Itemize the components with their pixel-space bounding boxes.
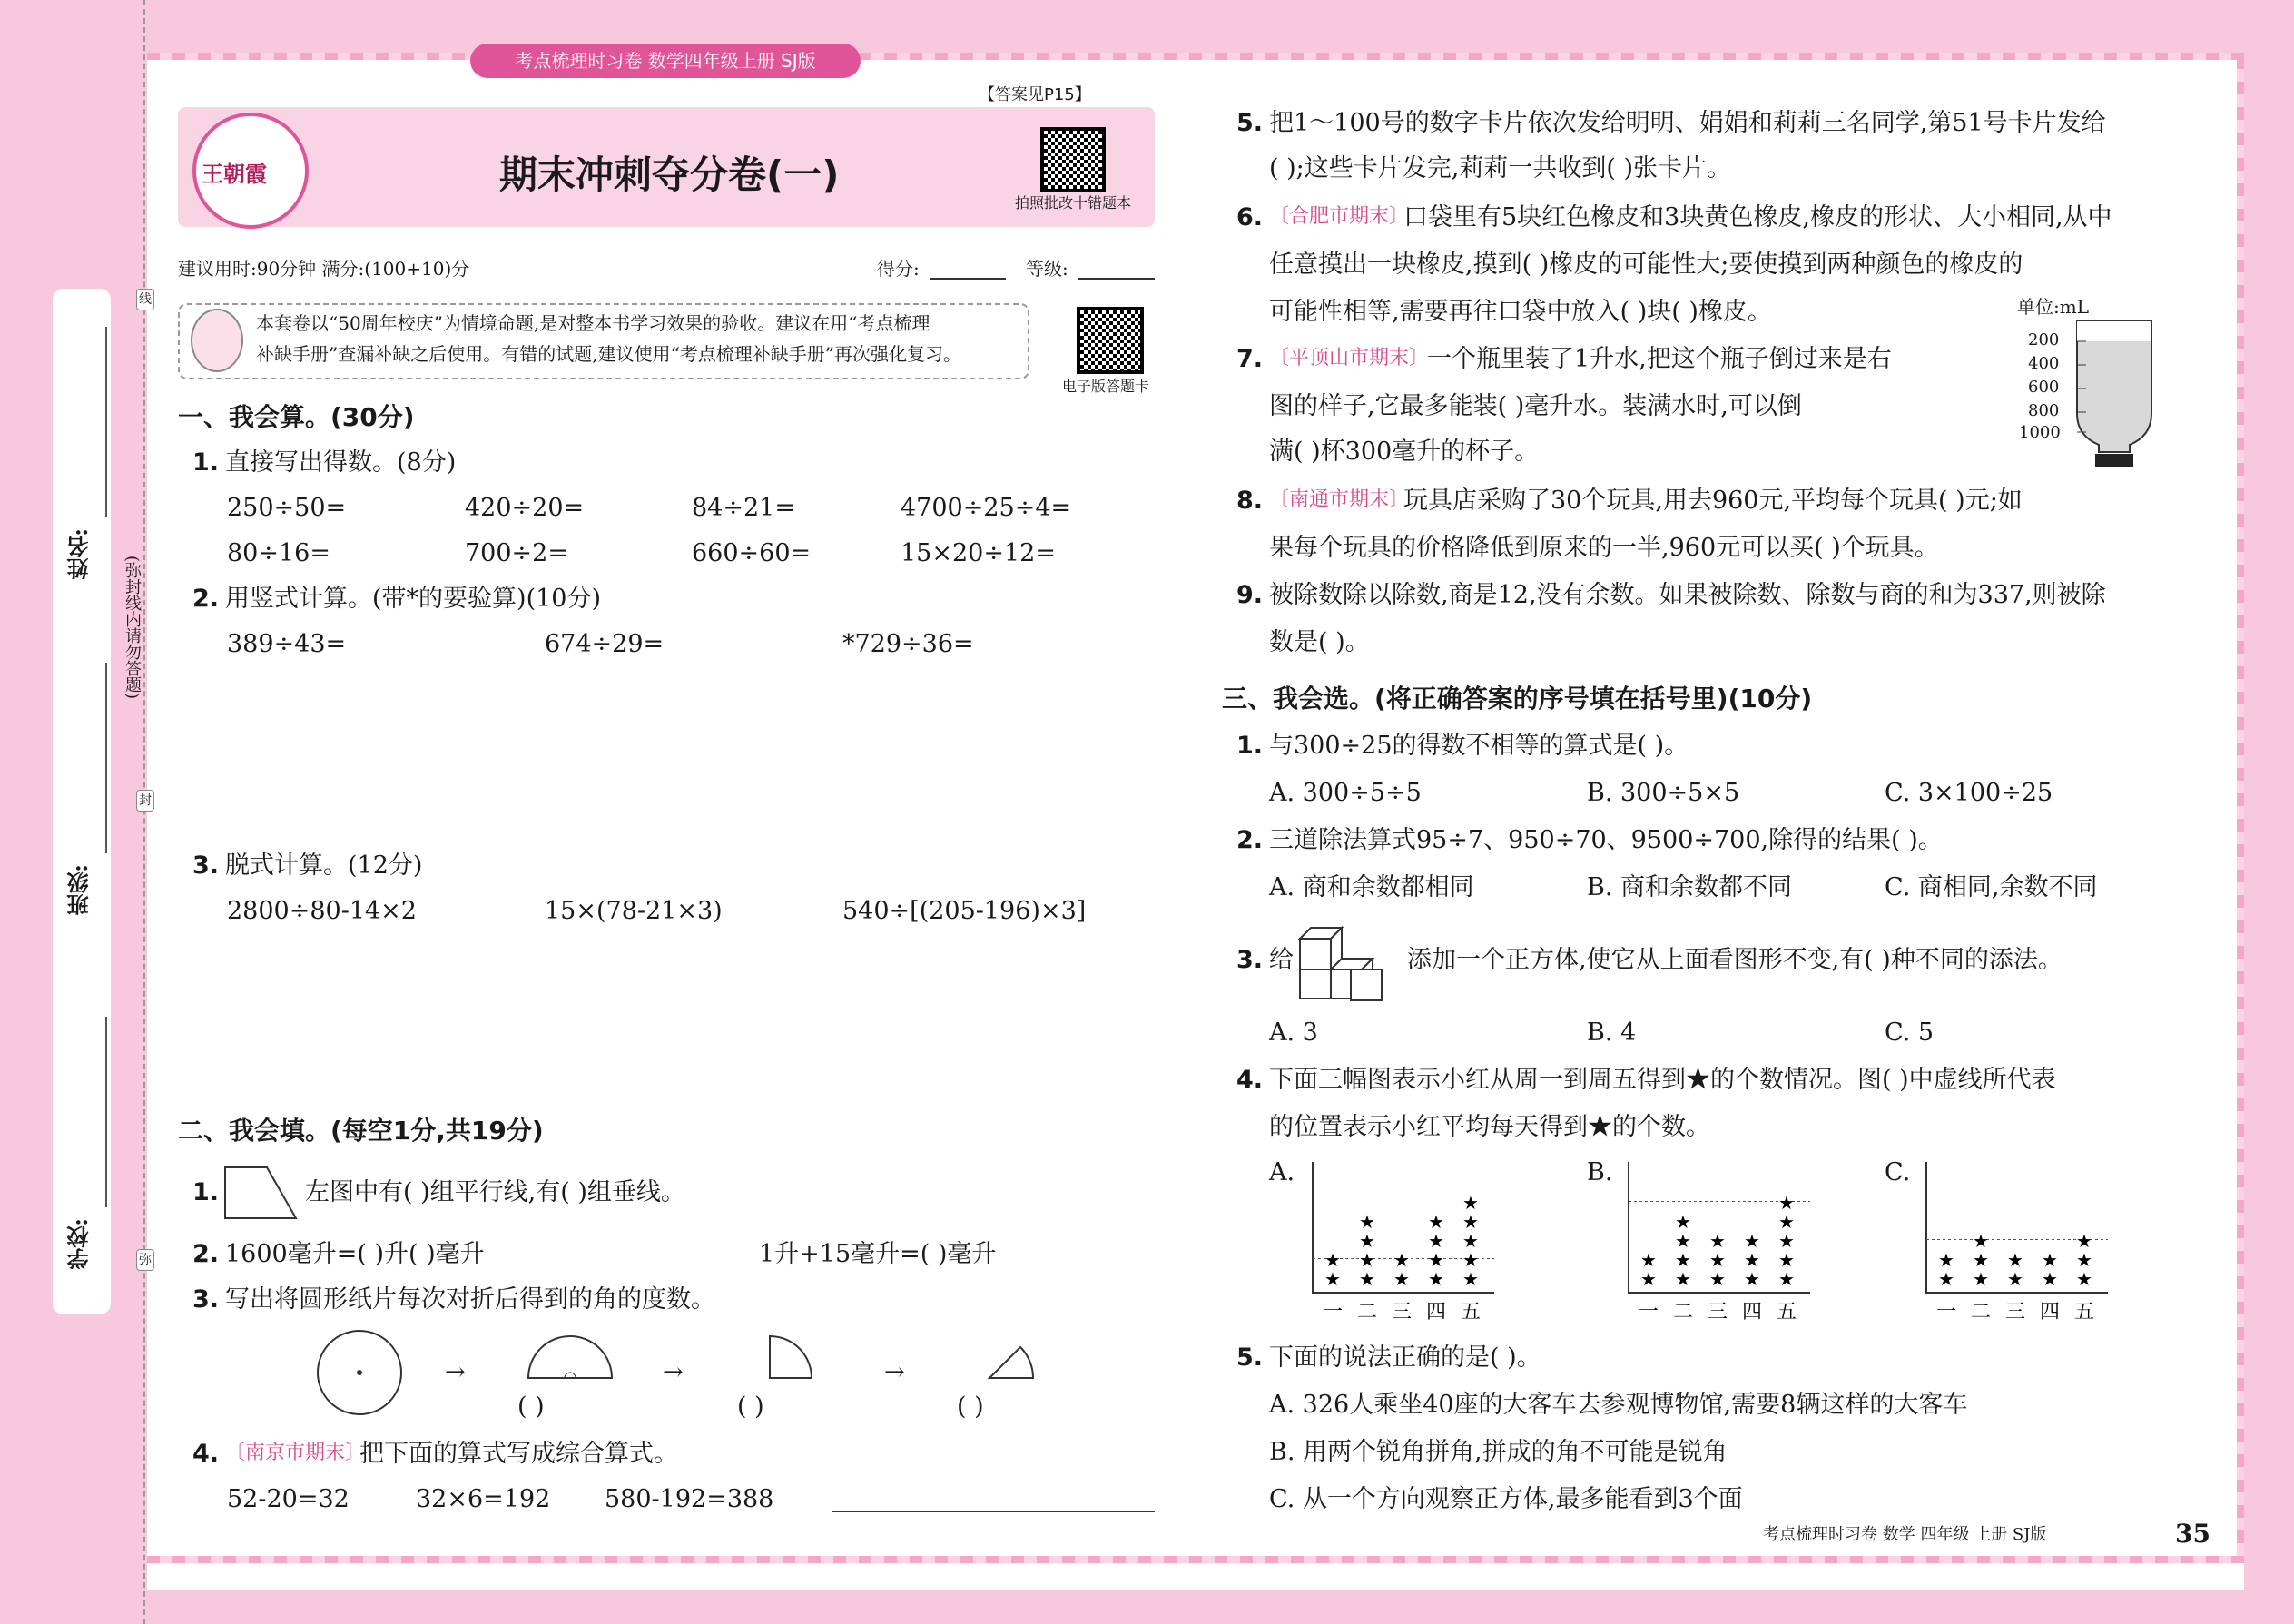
sec3-q3-pre: 给 — [1269, 946, 1294, 974]
star-mark: ★ — [1428, 1268, 1444, 1290]
page-number: 35 — [2175, 1519, 2210, 1549]
bottle-tick: 1000 — [2019, 423, 2061, 442]
option[interactable]: C. 商相同,余数不同 — [1885, 873, 2098, 901]
q-num: 5. — [1236, 109, 1264, 137]
star-mark: ★ — [1393, 1249, 1410, 1271]
arrow: → — [663, 1358, 684, 1386]
star-mark: ★ — [1709, 1230, 1726, 1252]
star-mark: ★ — [1324, 1249, 1341, 1271]
q-num: 3. — [1236, 946, 1264, 974]
q-num: 2. — [192, 1240, 220, 1268]
day-tick-label: 一 — [1322, 1301, 1344, 1324]
sec1-title: 一、我会算。(30分) — [178, 402, 415, 432]
q-num: 2. — [192, 585, 220, 613]
sec1-q3-text: 脱式计算。(12分) — [225, 851, 423, 880]
intro-note-line2: 补缺手册”查漏补缺之后使用。有错的试题,建议使用“考点梳理补缺手册”再次强化复习。 — [256, 343, 962, 365]
q-num: 6. — [1236, 203, 1264, 231]
bottle-tick: 400 — [2028, 354, 2060, 373]
q-num: 7. — [1236, 345, 1264, 373]
sec2-q9-l1: 被除数除以除数,商是12,没有余数。如果被除数、除数与商的和为337,则被除 — [1269, 581, 2106, 609]
sec2-title: 二、我会填。(每空1分,共19分) — [178, 1116, 544, 1146]
sec2-q7-l1: 一个瓶里装了1升水,把这个瓶子倒过来是右 — [1427, 345, 1892, 373]
calc-item: 15×(78-21×3) — [545, 897, 723, 925]
q-num: 4. — [1236, 1066, 1264, 1094]
calc-item: 2800÷80-14×2 — [227, 897, 417, 925]
sec2-q5-l1: 把1～100号的数字卡片依次发给明明、娟娟和莉莉三名同学,第51号卡片发给 — [1269, 109, 2106, 137]
sec2-q2-b: 1升+15毫升=( )毫升 — [759, 1240, 997, 1268]
day-tick-label: 三 — [1391, 1301, 1413, 1324]
star-mark: ★ — [1778, 1192, 1795, 1214]
day-tick-label: 三 — [1707, 1301, 1728, 1324]
no-answer-warning: (弥封线内请勿答题) — [123, 556, 142, 700]
qr2-caption: 电子版答题卡 — [1062, 378, 1150, 395]
arrow: → — [445, 1358, 466, 1386]
star-mark: ★ — [1973, 1268, 1989, 1290]
star-mark: ★ — [1778, 1211, 1795, 1233]
sec3-title: 三、我会选。(将正确答案的序号填在括号里)(10分) — [1222, 684, 1813, 714]
star-mark: ★ — [1393, 1268, 1410, 1290]
calc-item: 580-192=388 — [605, 1485, 774, 1513]
day-tick-label: 四 — [1425, 1301, 1447, 1324]
sec1-q1-text: 直接写出得数。(8分) — [225, 448, 457, 477]
chart-label: B. — [1587, 1158, 1613, 1186]
grade-label: 等级: — [1026, 258, 1068, 280]
star-mark: ★ — [1428, 1211, 1444, 1233]
star-mark: ★ — [1324, 1268, 1341, 1290]
calc-item: 674÷29= — [545, 630, 665, 658]
star-mark: ★ — [1973, 1230, 1989, 1252]
star-mark: ★ — [1938, 1268, 1954, 1290]
sec2-q6-l2: 任意摸出一块橡皮,摸到( )橡皮的可能性大;要使摸到两种颜色的橡皮的 — [1269, 251, 2023, 279]
option[interactable]: A. 3 — [1269, 1019, 1318, 1047]
qr-caption: 拍照批改十错题本 — [1015, 194, 1132, 212]
star-mark: ★ — [1428, 1230, 1444, 1252]
day-tick-label: 四 — [2039, 1301, 2061, 1324]
star-mark: ★ — [1778, 1249, 1795, 1271]
star-mark: ★ — [2076, 1268, 2092, 1290]
star-mark: ★ — [1428, 1249, 1444, 1271]
star-mark: ★ — [1359, 1230, 1375, 1252]
calc-item: 52-20=32 — [227, 1485, 350, 1513]
calc-item: 540÷[(205-196)×3] — [842, 897, 1087, 925]
star-mark: ★ — [1675, 1268, 1691, 1290]
answer-ref: 【答案见P15】 — [979, 85, 1091, 104]
calc-item: 700÷2= — [465, 539, 568, 567]
calc-item: 389÷43= — [227, 630, 347, 658]
star-mark: ★ — [1462, 1249, 1479, 1271]
sec3-q2-text: 三道除法算式95÷7、950÷70、9500÷700,除得的结果( )。 — [1269, 826, 1943, 854]
calc-item: 80÷16= — [227, 539, 330, 567]
sec3-q4-l1: 下面三幅图表示小红从周一到周五得到★的个数情况。图( )中虚线所代表 — [1269, 1066, 2056, 1094]
star-mark: ★ — [1359, 1268, 1375, 1290]
day-tick-label: 一 — [1935, 1301, 1957, 1324]
source-tag: 〔平顶山市期末〕 — [1269, 347, 1430, 369]
sec3-q1-text: 与300÷25的得数不相等的算式是( )。 — [1269, 732, 1689, 760]
star-mark: ★ — [1462, 1268, 1479, 1290]
chart-label: A. — [1269, 1158, 1295, 1186]
chart-label: C. — [1885, 1158, 1911, 1186]
star-mark: ★ — [1709, 1249, 1726, 1271]
day-tick-label: 四 — [1741, 1301, 1763, 1324]
q-num: 1. — [1236, 732, 1264, 760]
star-mark: ★ — [1462, 1230, 1479, 1252]
sec2-q1-text: 左图中有( )组平行线,有( )组垂线。 — [305, 1178, 685, 1206]
bottle-unit: 单位:mL — [2017, 296, 2089, 318]
name-label: 姓名: — [66, 528, 93, 580]
star-mark: ★ — [2007, 1249, 2023, 1271]
day-tick-label: 五 — [1776, 1301, 1797, 1324]
logo-text: 王朝霞 — [202, 161, 267, 187]
bottle-tick: 800 — [2028, 401, 2060, 420]
score-label: 得分: — [877, 258, 920, 280]
day-tick-label: 三 — [2004, 1301, 2026, 1324]
sec3-q5-text: 下面的说法正确的是( )。 — [1269, 1343, 1541, 1372]
angle-blank[interactable]: ( ) — [957, 1393, 984, 1421]
page-title: 期末冲刺夺分卷(一) — [499, 153, 840, 197]
sec2-q2-a: 1600毫升=( )升( )毫升 — [225, 1240, 485, 1268]
option[interactable]: A. 300÷5÷5 — [1269, 779, 1422, 807]
calc-item: 15×20÷12= — [901, 539, 1056, 567]
angle-blank[interactable]: ( ) — [737, 1393, 764, 1421]
day-tick-label: 二 — [1356, 1301, 1378, 1324]
class-label: 班级: — [66, 864, 93, 916]
bottle-tick: 200 — [2028, 330, 2060, 349]
option[interactable]: A. 326人乘坐40座的大客车去参观博物馆,需要8辆这样的大客车 — [1269, 1391, 1968, 1419]
calc-item: 84÷21= — [692, 494, 795, 522]
star-mark: ★ — [1359, 1249, 1375, 1271]
q-num: 1. — [192, 448, 220, 477]
star-mark: ★ — [1744, 1268, 1760, 1290]
q-num: 3. — [192, 1285, 220, 1314]
star-mark: ★ — [1675, 1249, 1691, 1271]
q-num: 3. — [192, 851, 220, 880]
q-num: 1. — [192, 1178, 220, 1206]
star-mark: ★ — [1359, 1211, 1375, 1233]
calc-item: 32×6=192 — [416, 1485, 551, 1513]
star-mark: ★ — [1640, 1249, 1657, 1271]
option[interactable]: B. 商和余数都不同 — [1587, 873, 1793, 901]
star-mark: ★ — [2076, 1249, 2092, 1271]
q-num: 4. — [192, 1440, 220, 1468]
sec2-q7-l3: 满( )杯300毫升的杯子。 — [1269, 438, 1540, 466]
star-mark: ★ — [1462, 1211, 1479, 1233]
star-mark: ★ — [1938, 1249, 1954, 1271]
day-tick-label: 五 — [1460, 1301, 1482, 1324]
sec2-q6-l1: 口袋里有5块红色橡皮和3块黄色橡皮,橡皮的形状、大小相同,从中 — [1403, 203, 2112, 231]
star-mark: ★ — [1973, 1249, 1989, 1271]
source-tag: 〔南京市期末〕 — [225, 1442, 366, 1464]
school-label: 学校: — [66, 1218, 93, 1270]
star-mark: ★ — [1675, 1211, 1691, 1233]
sec2-q4-text: 把下面的算式写成综合算式。 — [359, 1440, 678, 1468]
angle-blank[interactable]: ( ) — [517, 1393, 545, 1421]
day-tick-label: 二 — [1672, 1301, 1694, 1324]
option[interactable]: B. 300÷5×5 — [1587, 779, 1740, 807]
star-mark: ★ — [1675, 1230, 1691, 1252]
option[interactable]: C. 3×100÷25 — [1885, 779, 2053, 807]
tag-seal: 封 — [136, 790, 154, 812]
q-num: 8. — [1236, 487, 1264, 515]
star-mark: ★ — [1709, 1268, 1726, 1290]
star-mark: ★ — [1778, 1230, 1795, 1252]
tag-line: 线 — [136, 289, 154, 310]
sec2-q8-l2: 果每个玩具的价格降低到原来的一半,960元可以买( )个玩具。 — [1269, 534, 1939, 562]
source-tag: 〔南通市期末〕 — [1269, 488, 1410, 511]
arrow: → — [884, 1358, 905, 1386]
star-mark: ★ — [1462, 1192, 1479, 1214]
day-tick-label: 二 — [1970, 1301, 1992, 1324]
star-mark: ★ — [1744, 1230, 1760, 1252]
star-mark: ★ — [1640, 1268, 1657, 1290]
calc-item: 4700÷25÷4= — [901, 494, 1072, 522]
option[interactable]: C. 从一个方向观察正方体,最多能看到3个面 — [1269, 1485, 1743, 1513]
sec3-q4-l2: 的位置表示小红平均每天得到★的个数。 — [1269, 1113, 1710, 1141]
calc-item: 250÷50= — [227, 494, 347, 522]
sec3-q3-text: 添加一个正方体,使它从上面看图形不变,有( )种不同的添法。 — [1407, 946, 2063, 974]
sec2-q8-l1: 玩具店采购了30个玩具,用去960元,平均每个玩具( )元;如 — [1403, 487, 2023, 515]
calc-item: *729÷36= — [842, 630, 974, 658]
sec2-q5-l2: ( );这些卡片发完,莉莉一共收到( )张卡片。 — [1269, 154, 1731, 182]
day-tick-label: 一 — [1638, 1301, 1659, 1324]
star-mark: ★ — [2007, 1268, 2023, 1290]
calc-item: 660÷60= — [692, 539, 812, 567]
time-score: 建议用时:90分钟 满分:(100+10)分 — [178, 258, 470, 280]
star-mark: ★ — [1744, 1249, 1760, 1271]
footer-text: 考点梳理时习卷 数学 四年级 上册 SJ版 — [1763, 1525, 2047, 1544]
star-mark: ★ — [1778, 1268, 1795, 1290]
star-mark: ★ — [2042, 1249, 2058, 1271]
star-mark: ★ — [2076, 1230, 2092, 1252]
sec2-q7-l2: 图的样子,它最多能装( )毫升水。装满水时,可以倒 — [1269, 392, 1802, 420]
source-tag: 〔合肥市期末〕 — [1269, 205, 1410, 228]
bottle-tick: 600 — [2028, 378, 2060, 397]
star-mark: ★ — [2042, 1268, 2058, 1290]
series-pill: 考点梳理时习卷 数学四年级上册 SJ版 — [470, 44, 861, 78]
sec2-q6-l3: 可能性相等,需要再往口袋中放入( )块( )橡皮。 — [1269, 298, 1772, 326]
option[interactable]: A. 商和余数都相同 — [1269, 873, 1474, 901]
sec2-q3-text: 写出将圆形纸片每次对折后得到的角的度数。 — [225, 1285, 715, 1314]
intro-note-line1: 本套卷以“50周年校庆”为情境命题,是对整本书学习效果的验收。建议在用“考点梳理 — [256, 312, 930, 334]
sec1-q2-text: 用竖式计算。(带*的要验算)(10分) — [225, 585, 601, 613]
q-num: 5. — [1236, 1343, 1264, 1372]
day-tick-label: 五 — [2073, 1301, 2095, 1324]
q-num: 2. — [1236, 826, 1264, 854]
q-num: 9. — [1236, 581, 1264, 609]
option[interactable]: C. 5 — [1885, 1019, 1935, 1047]
tag-mi: 弥 — [136, 1249, 154, 1271]
sec2-q9-l2: 数是( )。 — [1269, 628, 1370, 656]
option[interactable]: B. 4 — [1587, 1019, 1637, 1047]
calc-item: 420÷20= — [465, 494, 585, 522]
option[interactable]: B. 用两个锐角拼角,拼成的角不可能是锐角 — [1269, 1438, 1728, 1466]
